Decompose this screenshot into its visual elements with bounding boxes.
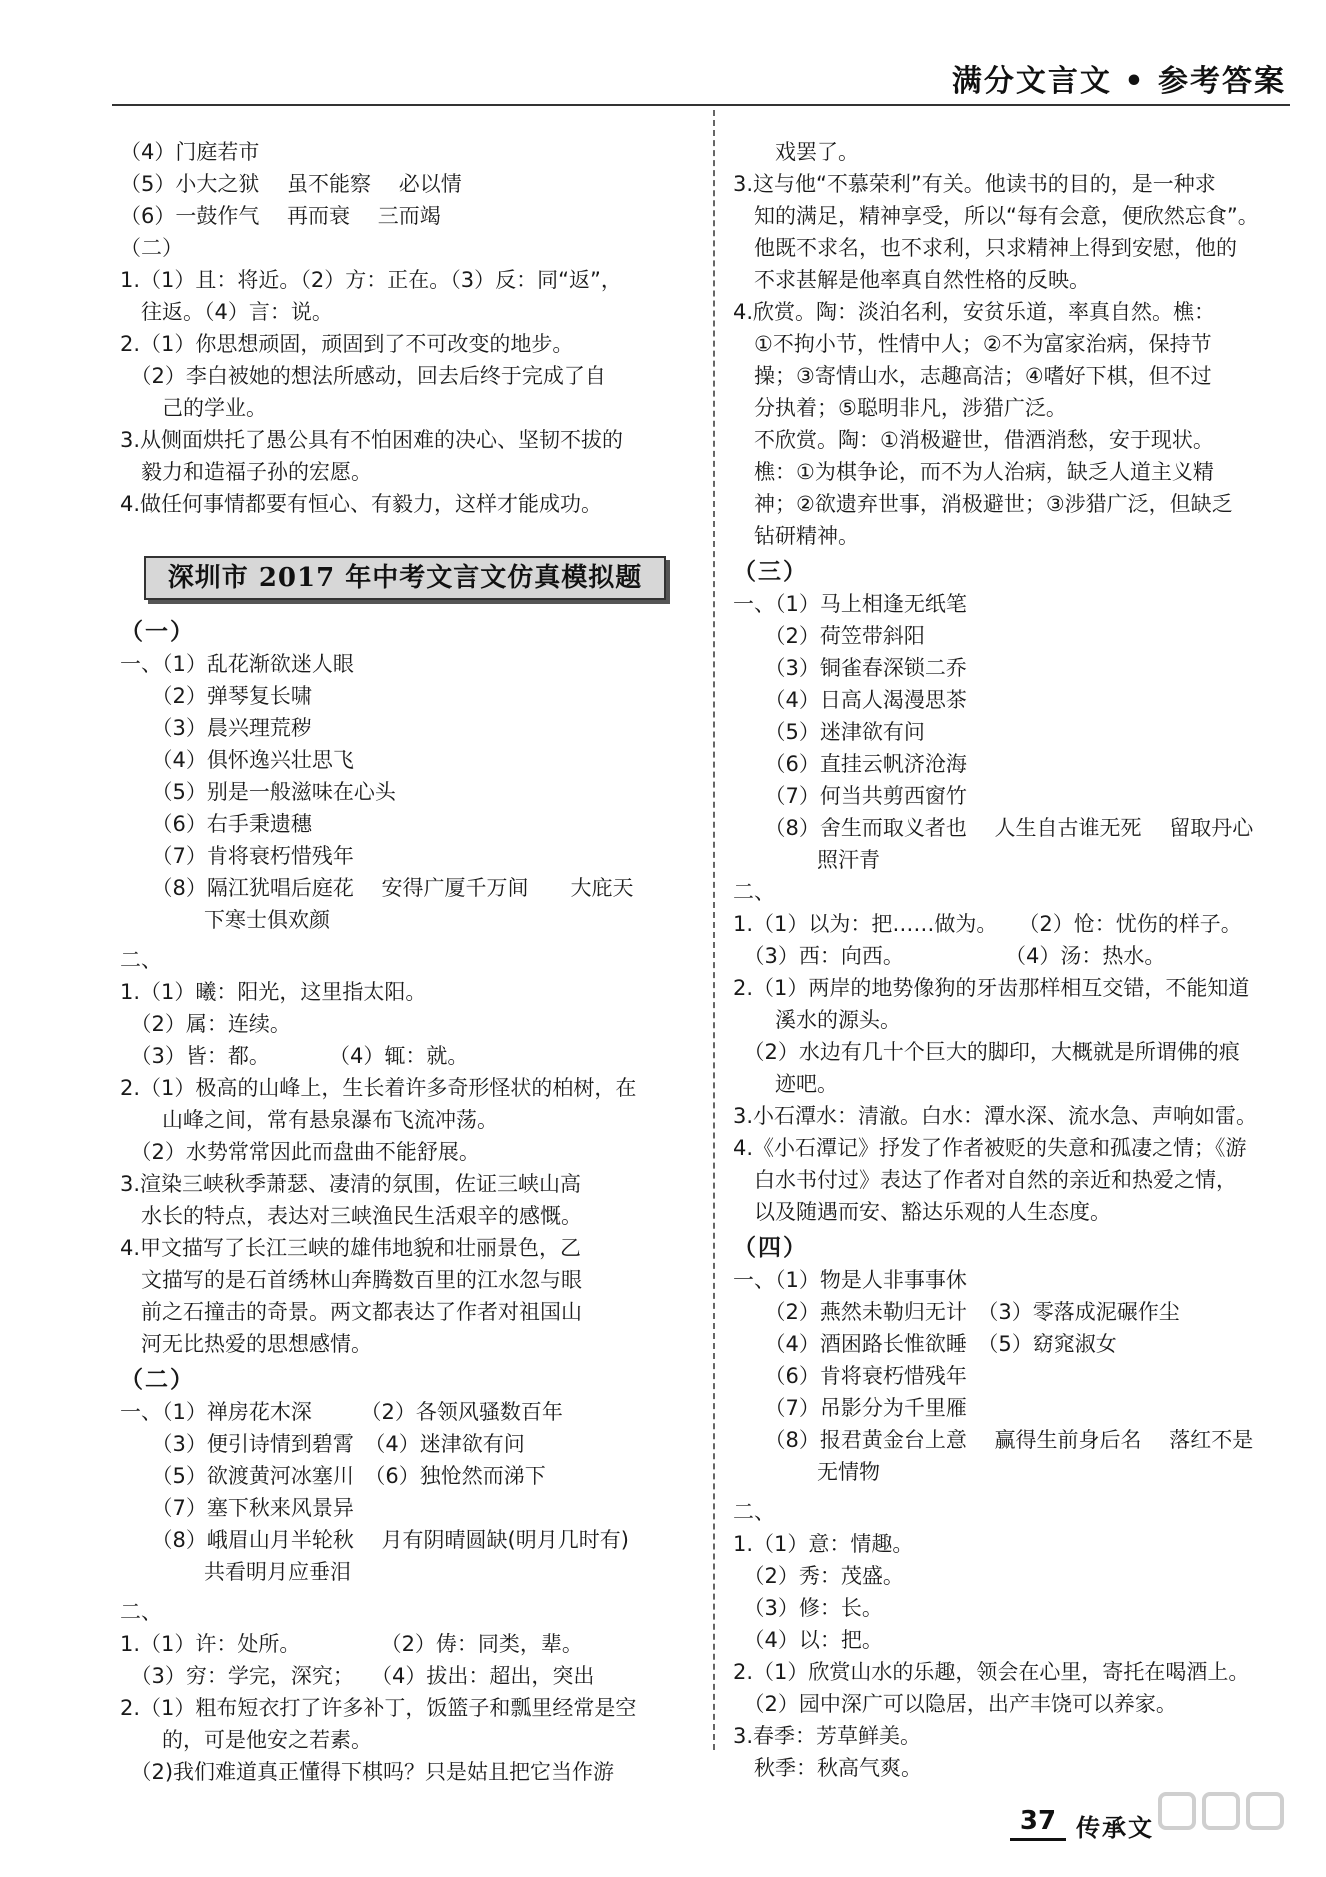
- answer-line: 4.欣赏。陶：淡泊名利，安贫乐道，率真自然。樵：: [733, 300, 1216, 324]
- answer-line: 的，可是他安之若素。: [120, 1728, 372, 1752]
- answer-line: （2）属：连续。: [120, 1012, 291, 1036]
- answer-line: （4）俱怀逸兴壮思飞: [120, 748, 354, 772]
- answer-line: 二、: [733, 1500, 775, 1524]
- answer-line: 往返。（4）言：说。: [120, 300, 333, 324]
- answer-line: （3）便引诗情到碧霄 （4）迷津欲有问: [120, 1432, 525, 1456]
- answer-line: （2）弹琴复长啸: [120, 684, 312, 708]
- page-header: [0, 0, 1326, 110]
- answer-line: 白水书付过》表达了作者对自然的亲近和热爱之情，: [733, 1168, 1237, 1192]
- answer-line: 2.（1）两岸的地势像狗的牙齿那样相互交错，不能知道: [733, 976, 1250, 1000]
- answer-line: （8）报君黄金台上意 赢得生前身后名 落红不是: [733, 1428, 1254, 1452]
- answer-line: （8）隔江犹唱后庭花 安得广厦千万间 大庇天: [120, 876, 634, 900]
- answer-line: （7）肯将衰朽惜残年: [120, 844, 354, 868]
- answer-line: 共看明月应垂泪: [120, 1560, 351, 1584]
- right-column: [733, 136, 1303, 1784]
- answer-line: ①不拘小节，性情中人；②不为富家治病，保持节: [733, 332, 1212, 356]
- section-banner: 深圳市 2017 年中考文言文仿真模拟题: [144, 556, 666, 600]
- answer-line: 4.做任何事情都要有恒心、有毅力，这样才能成功。: [120, 492, 603, 516]
- answer-line: （4）以：把。: [733, 1628, 883, 1652]
- answer-line: 3.春季：芳草鲜美。: [733, 1724, 922, 1748]
- answer-line: 4.《小石潭记》抒发了作者被贬的失意和孤凄之情；《游: [733, 1136, 1247, 1160]
- answer-line: 一、（1）物是人非事事休: [733, 1268, 967, 1292]
- answer-line: 文描写的是石首绣林山奔腾数百里的江水忽与眼: [120, 1268, 582, 1292]
- answer-line: 他既不求名，也不求利，只求精神上得到安慰，他的: [733, 236, 1237, 260]
- answer-line: （4）日高人渴漫思茶: [733, 688, 967, 712]
- answer-line: （6）肯将衰朽惜残年: [733, 1364, 967, 1388]
- column-divider: [713, 110, 715, 1750]
- header-rule: [112, 104, 1290, 106]
- answer-line: 迹吧。: [733, 1072, 838, 1096]
- answer-line: 一、（1）禅房花木深 （2）各领风骚数百年: [120, 1400, 563, 1424]
- answer-line: 己的学业。: [120, 396, 267, 420]
- answer-line: 山峰之间，常有悬泉瀑布飞流冲荡。: [120, 1108, 498, 1132]
- answer-line: 1.（1）许：处所。 （2）俦：同类，辈。: [120, 1632, 583, 1656]
- watermark-logo-icon: [1156, 1784, 1296, 1854]
- answer-line: 樵：①为棋争论，而不为人治病，缺乏人道主义精: [733, 460, 1214, 484]
- answer-line: 不欣赏。陶：①消极避世，借酒消愁，安于现状。: [733, 428, 1214, 452]
- answer-line: 二、: [120, 1600, 162, 1624]
- answer-line: （7）吊影分为千里雁: [733, 1396, 967, 1420]
- answer-line: （4）门庭若市: [120, 140, 260, 164]
- answer-line: （2）燕然未勒归无计 （3）零落成泥碾作尘: [733, 1300, 1180, 1324]
- answer-line: 神；②欲遗弃世事，消极避世；③涉猎广泛，但缺乏: [733, 492, 1233, 516]
- answer-line: （2）秀：茂盛。: [733, 1564, 904, 1588]
- answer-line: （5）小大之狱 虽不能察 必以情: [120, 172, 462, 196]
- footer-brand: 传承文: [1076, 1813, 1154, 1842]
- answer-line: 不求甚解是他率真自然性格的反映。: [733, 268, 1090, 292]
- answer-line: 一、（1）乱花渐欲迷人眼: [120, 652, 354, 676]
- answer-line: （8）舍生而取义者也 人生自古谁无死 留取丹心: [733, 816, 1254, 840]
- section-heading: （四）: [733, 1235, 808, 1261]
- answer-line: （5）别是一般滋味在心头: [120, 780, 396, 804]
- answer-line: 戏罢了。: [733, 140, 859, 164]
- answer-line: （3）修：长。: [733, 1596, 883, 1620]
- answer-line: 一、（1）马上相逢无纸笔: [733, 592, 967, 616]
- answer-line: 毅力和造福子孙的宏愿。: [120, 460, 372, 484]
- answer-line: （2)我们难道真正懂得下棋吗？只是姑且把它当作游: [120, 1760, 615, 1784]
- header-title: 满分文言文 • 参考答案: [951, 64, 1286, 99]
- answer-line: 2.（1）你思想顽固，顽固到了不可改变的地步。: [120, 332, 574, 356]
- answer-line: （2）荷笠带斜阳: [733, 624, 925, 648]
- answer-line: 溪水的源头。: [733, 1008, 901, 1032]
- answer-line: 钻研精神。: [733, 524, 859, 548]
- answer-line: （2）园中深广可以隐居，出产丰饶可以养家。: [733, 1692, 1177, 1716]
- left-column: [120, 136, 690, 1788]
- answer-line: 下寒士俱欢颜: [120, 908, 330, 932]
- answer-line: （5）欲渡黄河冰塞川 （6）独怆然而涕下: [120, 1464, 546, 1488]
- answer-line: 2.（1）极高的山峰上，生长着许多奇形怪状的柏树，在: [120, 1076, 637, 1100]
- answer-line: （3）西：向西。 （4）汤：热水。: [733, 944, 1166, 968]
- answer-line: 知的满足，精神享受，所以“每有会意，便欣然忘食”。: [733, 204, 1259, 228]
- answer-line: 3.这与他“不慕荣利”有关。他读书的目的，是一种求: [733, 172, 1216, 196]
- answer-line: （8）峨眉山月半轮秋 月有阴晴圆缺(明月几时有): [120, 1528, 629, 1552]
- answer-line: 无情物: [733, 1460, 880, 1484]
- answer-line: 1.（1）意：情趣。: [733, 1532, 914, 1556]
- section-heading: （一）: [120, 619, 195, 645]
- answer-line: 二、: [733, 880, 775, 904]
- answer-line: （6）右手秉遗穗: [120, 812, 312, 836]
- answer-line: （3）铜雀春深锁二乔: [733, 656, 967, 680]
- answer-line: （2）李白被她的想法所感动，回去后终于完成了自: [120, 364, 606, 388]
- section-banner-wrap: [120, 556, 690, 600]
- answer-line: 1.（1）曦：阳光，这里指太阳。: [120, 980, 427, 1004]
- answer-line: 河无比热爱的思想感情。: [120, 1332, 372, 1356]
- section-heading: （二）: [120, 1367, 195, 1393]
- answer-line: （3）穷：学完，深究； （4）拔出：超出，突出: [120, 1664, 595, 1688]
- answer-line: 分执着；⑤聪明非凡，涉猎广泛。: [733, 396, 1067, 420]
- answer-line: 二、: [120, 948, 162, 972]
- spacer: [120, 936, 690, 944]
- answer-line: 前之石撞击的奇景。两文都表达了作者对祖国山: [120, 1300, 582, 1324]
- answer-line: （7）塞下秋来风景异: [120, 1496, 354, 1520]
- answer-line: 水长的特点，表达对三峡渔民生活艰辛的感慨。: [120, 1204, 582, 1228]
- answer-line: 3.渲染三峡秋季萧瑟、凄清的氛围，佐证三峡山高: [120, 1172, 582, 1196]
- answer-line: 操；③寄情山水，志趣高洁；④嗜好下棋，但不过: [733, 364, 1212, 388]
- answer-line: 3.小石潭水：清澈。白水：潭水深、流水急、声响如雷。: [733, 1104, 1258, 1128]
- answer-line: （3）晨兴理荒秽: [120, 716, 312, 740]
- answer-line: （2）水边有几十个巨大的脚印，大概就是所谓佛的痕: [733, 1040, 1240, 1064]
- section-heading: （三）: [733, 559, 808, 585]
- answer-line: （2）水势常常因此而盘曲不能舒展。: [120, 1140, 480, 1164]
- answer-line: （二）: [120, 236, 183, 260]
- answer-line: （6）直挂云帆济沧海: [733, 752, 967, 776]
- spacer: [120, 1588, 690, 1596]
- answer-line: （7）何当共剪西窗竹: [733, 784, 967, 808]
- answer-line: 1.（1）以为：把……做为。 （2）怆：忧伤的样子。: [733, 912, 1242, 936]
- answer-line: 2.（1）粗布短衣打了许多补丁，饭篮子和瓢里经常是空: [120, 1696, 637, 1720]
- answer-line: （4）酒困路长惟欲睡 （5）窈窕淑女: [733, 1332, 1117, 1356]
- page-footer: [1010, 1800, 1300, 1848]
- answer-line: 2.（1）欣赏山水的乐趣，领会在心里，寄托在喝酒上。: [733, 1660, 1250, 1684]
- answer-line: （5）迷津欲有问: [733, 720, 925, 744]
- answer-line: 照汗青: [733, 848, 880, 872]
- spacer: [733, 1488, 1303, 1496]
- answer-line: （3）皆：都。 （4）辄：就。: [120, 1044, 469, 1068]
- answer-line: 1.（1）且：将近。（2）方：正在。（3）反：同“返”，: [120, 268, 622, 292]
- answer-line: 秋季：秋高气爽。: [733, 1756, 922, 1780]
- answer-line: 以及随遇而安、豁达乐观的人生态度。: [733, 1200, 1111, 1224]
- answer-line: 3.从侧面烘托了愚公具有不怕困难的决心、坚韧不拔的: [120, 428, 624, 452]
- page-number: 37: [1010, 1806, 1066, 1841]
- answer-line: 4.甲文描写了长江三峡的雄伟地貌和壮丽景色，乙: [120, 1236, 582, 1260]
- answer-line: （6）一鼓作气 再而衰 三而竭: [120, 204, 441, 228]
